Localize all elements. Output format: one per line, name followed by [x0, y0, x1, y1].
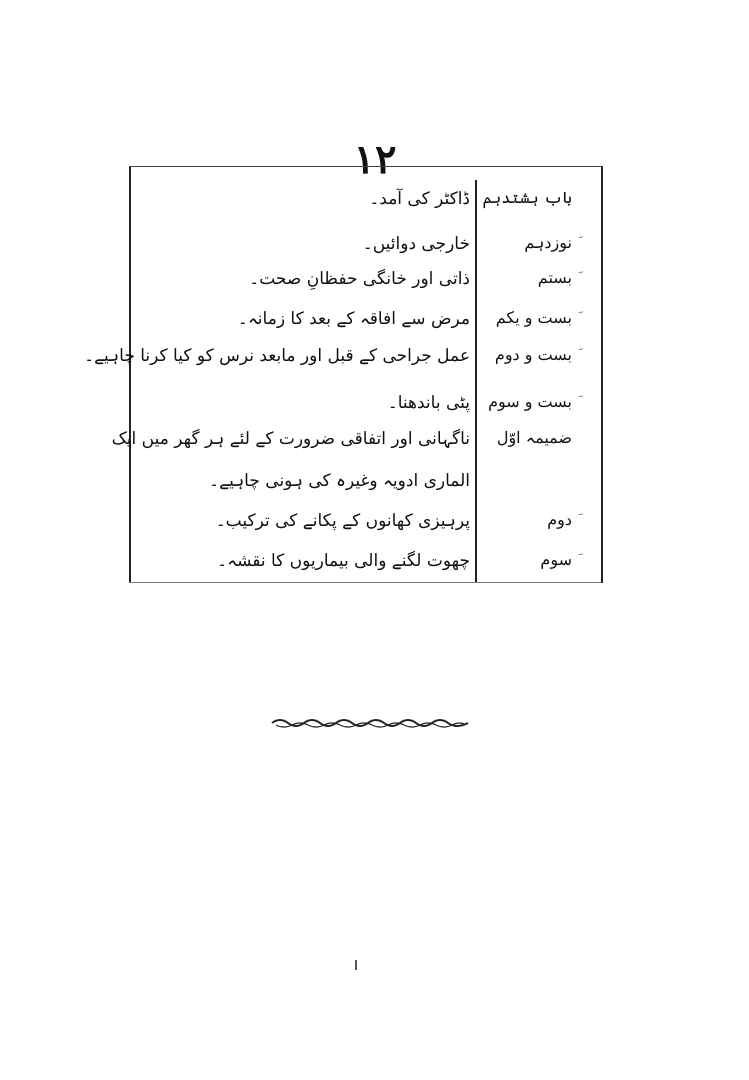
toc-entry-title: چھوت لگنے والی بیماریوں کا نقشہ۔	[217, 551, 470, 571]
toc-chapter-label: باب ہشتدہم	[482, 188, 572, 207]
toc-entry-title: ذاتی اور خانگی حفظانِ صحت۔	[249, 269, 470, 289]
toc-chapter-label: بست و یکم	[495, 308, 572, 327]
toc-entry-title: پرہیزی کھانوں کے پکانے کی ترکیب۔	[215, 511, 470, 531]
toc-entry-title: پٹی باندھنا۔	[387, 393, 470, 413]
toc-entry-title: عمل جراحی کے قبل اور مابعد نرس کو کیا کرنا چاہیے۔	[84, 346, 470, 366]
toc-entry-title: ناگہانی اور اتفاقی ضرورت کے لئے ہر گھر میں ایک	[111, 429, 470, 449]
toc-chapter-label: ضمیمہ اوّل	[496, 428, 572, 447]
toc-entry-title: مرض سے افاقہ کے بعد کا زمانہ۔	[237, 309, 470, 329]
toc-chapter-label: سوم	[540, 550, 572, 569]
page-number: ١٢	[353, 136, 397, 183]
ornamental-divider	[270, 716, 470, 730]
toc-entry-title: الماری ادویہ وغیرہ کی ہونی چاہیے۔	[209, 471, 470, 491]
toc-chapter-label: دوم	[547, 510, 572, 529]
toc-chapter-label: نوزدہم	[524, 233, 572, 252]
toc-entry-title: خارجی دوائیں۔	[362, 234, 470, 254]
toc-chapter-label: بست و سوم	[488, 392, 572, 411]
toc-chapter-label: بستم	[537, 268, 572, 287]
toc-entry-title: ڈاکٹر کی آمد۔	[369, 189, 470, 209]
toc-chapter-label: بست و دوم	[494, 345, 572, 364]
scan-speck	[355, 960, 357, 970]
